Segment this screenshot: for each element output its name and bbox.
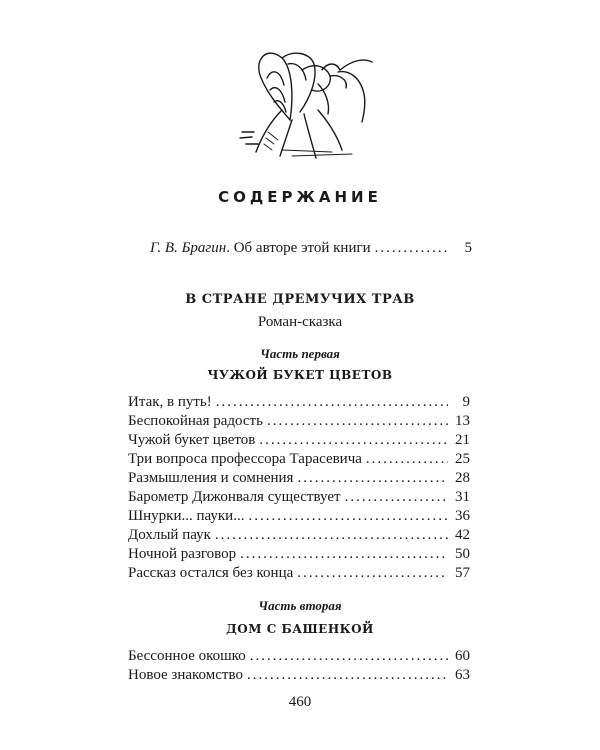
chapter-page: 57 — [455, 565, 470, 581]
leader-dots — [297, 470, 448, 487]
chapter-title: Бессонное окошко — [128, 648, 246, 664]
part-1-title: ЧУЖОЙ БУКЕТ ЦВЕТОВ — [207, 368, 393, 382]
toc-entry[interactable] — [128, 527, 470, 546]
part-2-chapter-list — [128, 648, 470, 686]
chapter-title: Итак, в путь! — [128, 394, 212, 410]
chapter-title: Размышления и сомнения — [128, 470, 294, 486]
chapter-page: 28 — [455, 470, 470, 486]
intro-page: 5 — [464, 240, 472, 256]
part-2-label: Часть вторая — [258, 598, 342, 613]
toc-entry[interactable] — [128, 413, 470, 432]
toc-entry[interactable] — [128, 489, 470, 508]
leader-dots — [240, 546, 448, 563]
insect-drawing-icon — [222, 40, 382, 170]
work-subtitle: Роман-сказка — [257, 314, 343, 330]
toc-entry[interactable] — [128, 470, 470, 489]
leader-dots — [248, 508, 448, 525]
intro-title: . Об авторе этой книги — [226, 240, 371, 256]
toc-entry[interactable] — [128, 546, 470, 565]
toc-entry[interactable] — [128, 565, 470, 584]
toc-entry[interactable] — [128, 648, 470, 667]
chapter-page: 42 — [455, 527, 470, 543]
leader-dots — [259, 432, 448, 449]
leader-dots — [267, 413, 448, 430]
intro-author: Г. В. Брагин — [150, 240, 227, 256]
chapter-title: Три вопроса профессора Тарасевича — [128, 451, 362, 467]
chapter-title: Ночной разговор — [128, 546, 237, 562]
toc-entry[interactable] — [128, 451, 470, 470]
chapter-title: Новое знакомство — [128, 667, 243, 683]
part-2-title: ДОМ С БАШЕНКОЙ — [226, 622, 374, 636]
leader-dots — [366, 451, 448, 468]
page-number: 460 — [288, 694, 312, 710]
chapter-title: Дохлый паук — [128, 527, 211, 543]
toc-entry[interactable] — [128, 394, 470, 413]
leader-dots — [345, 489, 448, 506]
contents-heading: СОДЕРЖАНИЕ — [218, 188, 382, 206]
chapter-page: 63 — [455, 667, 470, 683]
leader-dots — [375, 240, 450, 257]
work-title: В СТРАНЕ ДРЕМУЧИХ ТРАВ — [185, 292, 415, 307]
toc-entry[interactable] — [128, 667, 470, 686]
chapter-title: Барометр Дижонваля существует — [128, 489, 341, 505]
toc-entry[interactable] — [128, 432, 470, 451]
chapter-page: 31 — [455, 489, 470, 505]
chapter-page: 13 — [455, 413, 470, 429]
toc-entry[interactable] — [128, 508, 470, 527]
chapter-title: Беспокойная радость — [128, 413, 263, 429]
chapter-title: Шнурки... пауки... — [128, 508, 245, 524]
part-1-label: Часть первая — [260, 346, 340, 361]
chapter-page: 60 — [455, 648, 470, 664]
leader-dots — [247, 667, 448, 684]
part-1-chapter-list — [128, 394, 470, 584]
chapter-title: Рассказ остался без конца — [128, 565, 294, 581]
chapter-page: 50 — [455, 546, 470, 562]
chapter-title: Чужой букет цветов — [128, 432, 256, 448]
leader-dots — [250, 648, 448, 665]
leader-dots — [215, 527, 448, 544]
toc-entry-intro[interactable] — [150, 240, 472, 257]
leader-dots — [297, 565, 448, 582]
chapter-page: 9 — [462, 394, 470, 410]
chapter-page: 36 — [455, 508, 470, 524]
leader-dots — [216, 394, 448, 411]
chapter-page: 21 — [455, 432, 470, 448]
chapter-page: 25 — [455, 451, 470, 467]
